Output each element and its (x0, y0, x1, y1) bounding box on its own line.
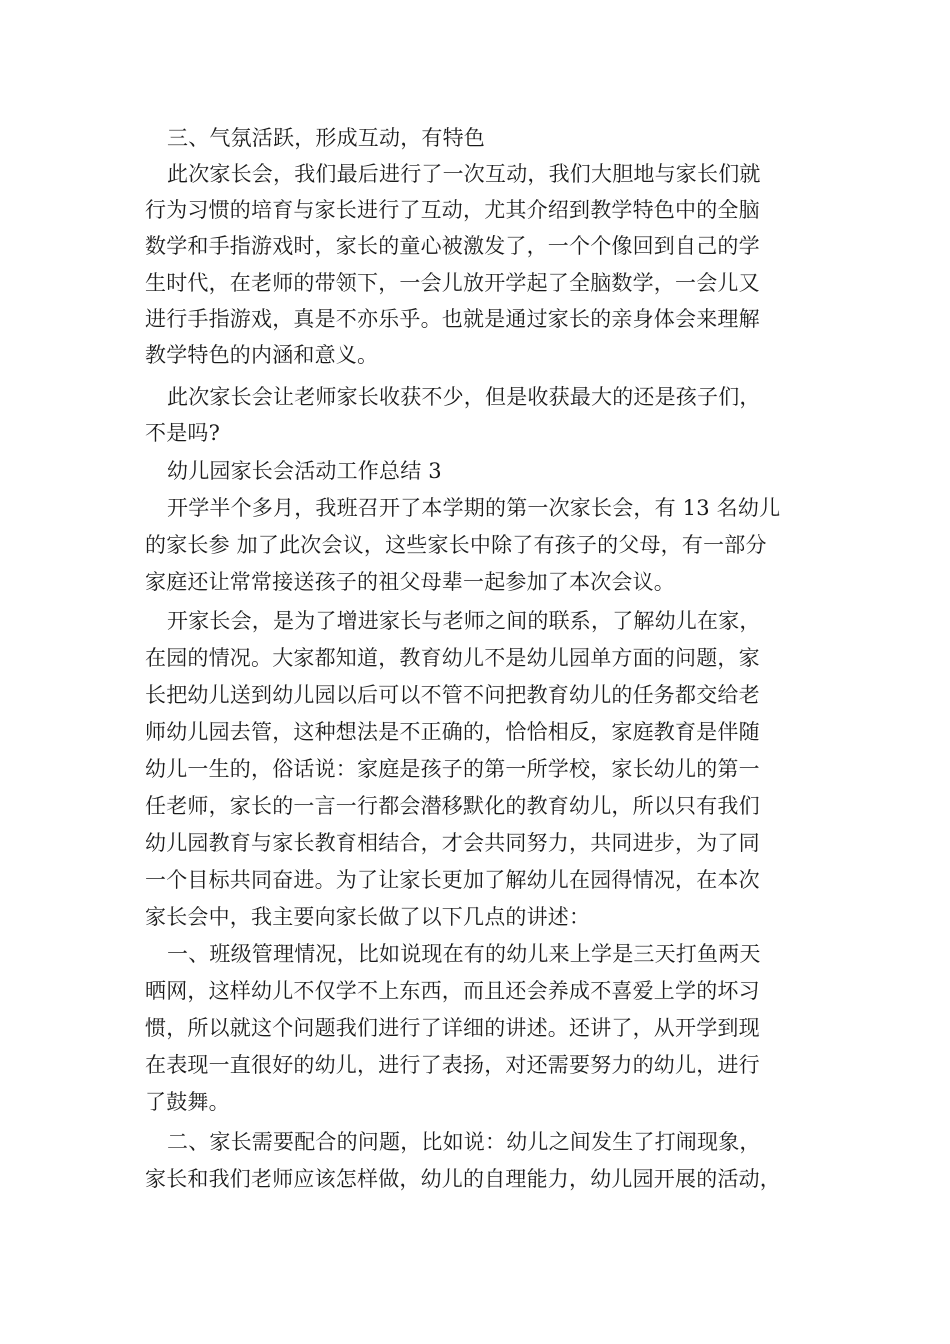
paragraph-line: 数学和手指游戏时，家长的童心被激发了，一个个像回到自己的学 (145, 234, 760, 258)
paragraph-line: 此次家长会让老师家长收获不少，但是收获最大的还是孩子们， (167, 385, 761, 409)
paragraph-line: 任老师，家长的一言一行都会潜移默化的教育幼儿，所以只有我们 (145, 794, 760, 818)
paragraph-line: 师幼儿园去管，这种想法是不正确的，恰恰相反，家庭教育是伴随 (145, 720, 760, 744)
paragraph-line: 开家长会，是为了增进家长与老师之间的联系，了解幼儿在家， (167, 609, 761, 633)
paragraph-line: 开学半个多月，我班召开了本学期的第一次家长会，有 13 名幼儿 (167, 496, 781, 520)
paragraph-line: 长把幼儿送到幼儿园以后可以不管不问把教育幼儿的任务都交给老 (145, 683, 760, 707)
paragraph-line: 家庭还让常常接送孩子的祖父母辈一起参加了本次会议。 (145, 570, 675, 594)
paragraph-line: 在表现一直很好的幼儿，进行了表扬，对还需要努力的幼儿，进行 (145, 1053, 760, 1077)
paragraph-line: 家长和我们老师应该怎样做，幼儿的自理能力，幼儿园开展的活动， (145, 1167, 781, 1191)
paragraph-line: 了鼓舞。 (145, 1090, 230, 1114)
paragraph-line: 幼儿园教育与家长教育相结合，才会共同努力，共同进步，为了同 (145, 831, 760, 855)
paragraph-line: 二、家长需要配合的问题，比如说：幼儿之间发生了打闹现象， (167, 1130, 761, 1154)
paragraph-line: 幼儿一生的，俗话说：家庭是孩子的第一所学校，家长幼儿的第一 (145, 757, 760, 781)
paragraph-line: 一、班级管理情况，比如说现在有的幼儿来上学是三天打鱼两天 (167, 942, 761, 966)
paragraph-line: 惯，所以就这个问题我们进行了详细的讲述。还讲了，从开学到现 (145, 1016, 760, 1040)
article-title: 幼儿园家长会活动工作总结 3 (167, 459, 442, 483)
paragraph-line: 教学特色的内涵和意义。 (145, 343, 379, 367)
paragraph-line: 生时代，在老师的带领下，一会儿放开学起了全脑数学，一会儿又 (145, 271, 760, 295)
paragraph-line: 的家长参 加了此次会议，这些家长中除了有孩子的父母，有一部分 (145, 533, 767, 557)
paragraph-line: 在园的情况。大家都知道，教育幼儿不是幼儿园单方面的问题，家 (145, 646, 760, 670)
paragraph-line: 家长会中，我主要向家长做了以下几点的讲述： (145, 905, 591, 929)
paragraph-line: 晒网，这样幼儿不仅学不上东西，而且还会养成不喜爱上学的坏习 (145, 979, 760, 1003)
paragraph-line: 此次家长会，我们最后进行了一次互动，我们大胆地与家长们就 (167, 162, 761, 186)
paragraph-line: 一个目标共同奋进。为了让家长更加了解幼儿在园得情况，在本次 (145, 868, 760, 892)
paragraph-line: 进行手指游戏，真是不亦乐乎。也就是通过家长的亲身体会来理解 (145, 307, 760, 331)
paragraph-line: 行为习惯的培育与家长进行了互动，尤其介绍到教学特色中的全脑 (145, 198, 760, 222)
paragraph-line: 不是吗? (145, 421, 221, 445)
section-heading-3: 三、气氛活跃，形成互动，有特色 (167, 126, 485, 150)
